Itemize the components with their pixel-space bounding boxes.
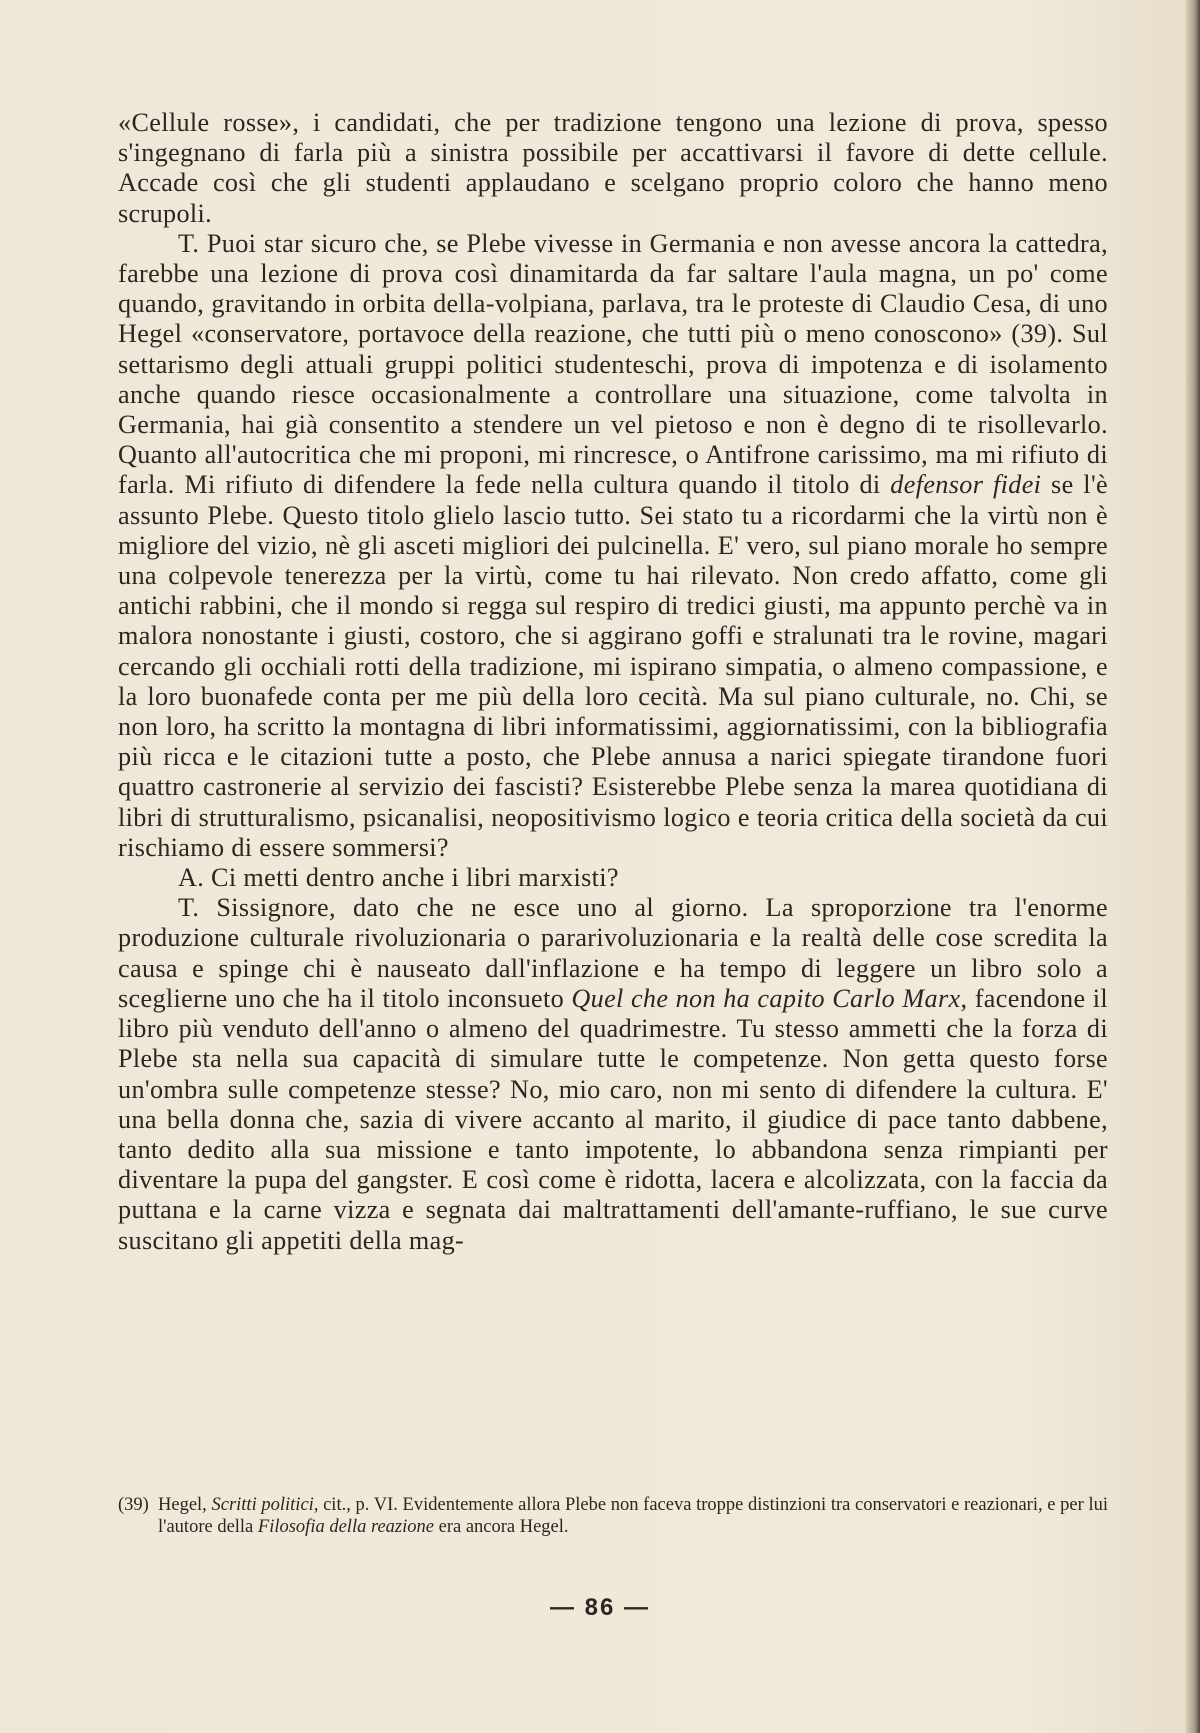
paragraph-cellule: «Cellule rosse», i candidati, che per tradizione tengono una lezione di prova, spesso s'ingegnano di farla più a sinistra possibile per accattivarsi il favore di dette cellule. Accade così che gli studenti applaudano e scelgano proprio coloro che hanno meno scrupoli. (118, 108, 1108, 228)
footnote-39 (118, 1494, 1108, 1538)
paragraph-answer (118, 893, 1108, 1255)
page-number: — 86 — (549, 1594, 651, 1621)
paragraph-text: facendone il libro più venduto dell'anno o almeno del quadrimestre. Tu stesso ammetti che la forza di Plebe sta nella sua capacità di simulare tutte le competenze. Non getta questo forse un'ombra sulle competenze stesse? No, mio caro, non mi sento di difendere la cultura. E' una bella donna che, sazia di vivere accanto al marito, il giudice di pace tanto dabbene, tanto dedito alla sua missione e tanto impotente, lo abbandona senza rimpianti per diventare la pupa del gangster. E così come è ridotta, lacera e alcolizzata, con la faccia da puttana e la carne vizza e segnata dai maltrattamenti dell'amante-ruffiano, le sue curve suscitano gli appetiti della mag- (118, 983, 1108, 1255)
paragraph-question: A. Ci metti dentro anche i libri marxisti? (178, 863, 619, 893)
paragraph-plebe (118, 229, 1108, 863)
footnote-mark: (39) (118, 1495, 149, 1515)
paragraph-text: T. Puoi star sicuro che, se Plebe vivesse in Germania e non avesse ancora la cattedra, farebbe una lezione di prova così dinamitarda da far saltare l'aula magna, un po' come quando, gravitando in orbita della-volpiana, parlava, tra le proteste di Claudio Cesa, di uno Hegel «conservatore, portavoce della reazione, che tutti più o meno conoscono» (39). Sul settarismo degli attuali gruppi politici studenteschi, prova di impotenza e di isolamento anche quando riesce occasionalmente a controllare una situazione, come talvolta in Germania, hai già consentito a stendere un vel pietoso e non è degno di te risollevarlo. Quanto all'autocritica che mi proponi, mi rincresce, o Antifrone carissimo, ma mi rifiuto di farla. Mi rifiuto di difendere la fede nella cultura quando il titolo di (118, 228, 1108, 500)
footnote-text: Hegel, (158, 1495, 212, 1515)
paragraph-text: T. Sissignore, dato che ne esce uno al giorno. La sproporzione tra l'enorme produzione culturale rivoluzionaria o pararivoluzionaria e la realtà delle cose scredita la causa e spinge chi è nauseato dall'inflazione e ha tempo di leggere un libro solo a sceglierne uno che ha il titolo inconsueto (118, 893, 1108, 1013)
page-edge-shadow (1186, 0, 1200, 1733)
italic-title: defensor fidei (890, 470, 1042, 500)
footnote-text: era ancora Hegel. (433, 1517, 569, 1537)
paragraph-text: se l'è assunto Plebe. Questo titolo glielo lascio tutto. Sei stato tu a ricordarmi che la virtù non è migliore del vizio, nè gli asceti migliori dei pulcinella. E' vero, sul piano morale ho sempre una colpevole tenerezza per la virtù, come tu hai rilevato. Non credo affatto, come gli antichi rabbini, che il mondo si regga sul respiro di tredici giusti, ma appunto perchè va in malora nonostante i giusti, costoro, che si aggirano goffi e stralunati tra le rovine, magari cercando gli occhiali rotti della tradizione, mi ispirano simpatia, o almeno compassione, e la loro buonafede conta per me più della loro cecità. Ma sul piano culturale, no. Chi, se non loro, ha scritto la montagna di libri informatissimi, aggiornatissimi, con la bibliografia più ricca e le citazioni tutte a posto, che Plebe annusa a narici spiegate tirandone fuori quattro castronerie al servizio dei fascisti? Esisterebbe Plebe senza la marea quotidiana di libri di strutturalismo, psicanalisi, neopositivismo logico e teoria critica della società da cui rischiamo di essere sommersi? (118, 470, 1108, 862)
footnote-italic: Filosofia della reazione (257, 1517, 434, 1537)
footnote-text: cit., p. VI. Evidentemente allora Plebe non faceva troppe distinzioni tra conservatori e reazionari, e per lui l'autore della (158, 1495, 1108, 1537)
body-text (118, 108, 1108, 1256)
footnote (118, 1494, 1108, 1538)
footnote-italic: Scritti politici, (211, 1495, 319, 1515)
italic-title: Quel che non ha capito Carlo Marx, (571, 983, 968, 1013)
